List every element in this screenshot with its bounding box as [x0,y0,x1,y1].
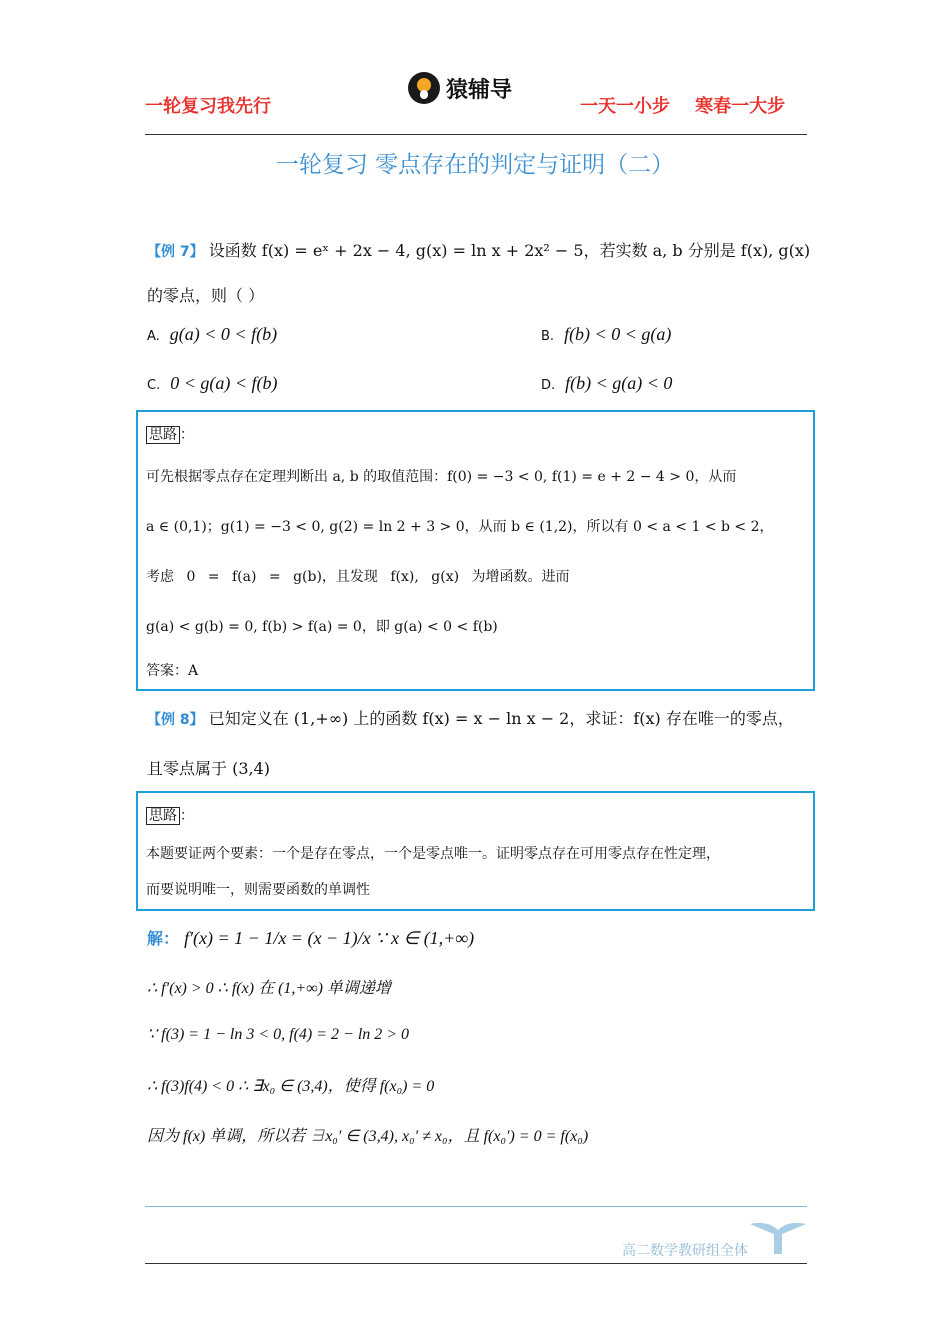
example8-tag: 【例 8】 [147,712,204,728]
example8-thought-heading-row: 思路 ： [146,805,194,825]
option-a-text: g(a) < 0 < f(b) [169,324,278,344]
example8-thought-line1: 本题要证两个要素：一个是存在零点，一个是零点唯一。证明零点存在可用零点存在性定理， [146,846,720,862]
example7-thought-line2: a ∈ (0,1)；g(1) = −3 < 0, g(2) = ln 2 + 3 > 0，从而 b ∈ (1,2)，所以有 0 < a < 1 < b < 2， [146,519,774,535]
footer-text: 高二数学教研组全体 [622,1243,748,1259]
example8-thought-heading: 思路 [146,807,180,825]
header-divider [145,134,807,135]
example8-thought-line2: 而要说明唯一，则需要函数的单调性 [146,882,370,898]
example7-statement-line2: 的零点，则（ ） [147,286,265,305]
monkey-logo-icon [408,72,440,104]
example7-thought-line4: g(a) < g(b) = 0, f(b) > f(a) = 0，即 g(a) < 0 < f(b) [146,619,498,635]
footer-divider [145,1206,807,1207]
option-b-label: B. [541,329,555,344]
option-d-label: D. [541,378,556,393]
solution-line5: 因为 f(x) 单调，所以若 ∃x₀′ ∈ (3,4), x₀′ ≠ x₀，且 f(x₀′) = 0 = f(x₀) [147,1128,589,1145]
page-bottom-rule [145,1263,807,1264]
option-b [541,324,671,345]
brand-logo [408,72,512,104]
header-left-slogan: 一轮复习我先行 [145,96,271,117]
page-title: 一轮复习 零点存在的判定与证明（二） [275,152,675,178]
example7-thought-box [136,410,815,691]
example7-statement-line1 [147,238,810,261]
example7-thought-heading-row: 思路 ： [146,424,194,444]
option-a-label: A. [147,329,160,344]
solution-label: 解： [147,929,180,948]
option-b-text: f(b) < 0 < g(a) [564,324,672,344]
example7-answer: 答案：A [146,663,199,679]
option-a [147,324,277,345]
example8-statement-line2: 且零点属于 (3,4) [147,759,271,778]
footer-logo-icon [748,1216,808,1262]
example7-text-line1: 设函数 f(x) = eˣ + 2x − 4, g(x) = ln x + 2x² − 5，若实数 a, b 分别是 f(x), g(x) [208,241,811,260]
solution-line1 [147,926,474,949]
solution-line1-text: f′(x) = 1 − 1/x = (x − 1)/x ∵ x ∈ (1,+∞) [184,928,475,948]
example7-tag: 【例 7】 [147,244,204,260]
example8-statement-line1 [147,706,794,729]
example7-thought-line3: 考虑 0 = f(a) = g(b)，且发现 f(x), g(x) 为增函数。进而 [146,569,570,585]
header-right-slogan: 一天一小步 寒春一大步 [580,96,786,117]
option-d [541,373,672,394]
solution-line4: ∴ f(3)f(4) < 0 ∴ ∃x₀ ∈ (3,4)，使得 f(x₀) = 0 [147,1078,435,1095]
example8-text-line1: 已知定义在 (1,+∞) 上的函数 f(x) = x − ln x − 2，求证：f(x) 存在唯一的零点， [208,709,794,728]
option-c [147,373,278,394]
example7-thought-heading: 思路 [146,426,180,444]
example7-thought-line1: 可先根据零点存在定理判断出 a, b 的取值范围：f(0) = −3 < 0, f(1) = e + 2 − 4 > 0，从而 [146,469,737,485]
option-c-label: C. [147,378,161,393]
option-d-text: f(b) < g(a) < 0 [565,373,673,393]
solution-line3: ∵ f(3) = 1 − ln 3 < 0, f(4) = 2 − ln 2 > 0 [147,1026,410,1043]
solution-line2: ∴ f′(x) > 0 ∴ f(x) 在 (1,+∞) 单调递增 [147,980,391,997]
brand-name: 猿辅导 [446,77,513,103]
option-c-text: 0 < g(a) < f(b) [170,373,278,393]
